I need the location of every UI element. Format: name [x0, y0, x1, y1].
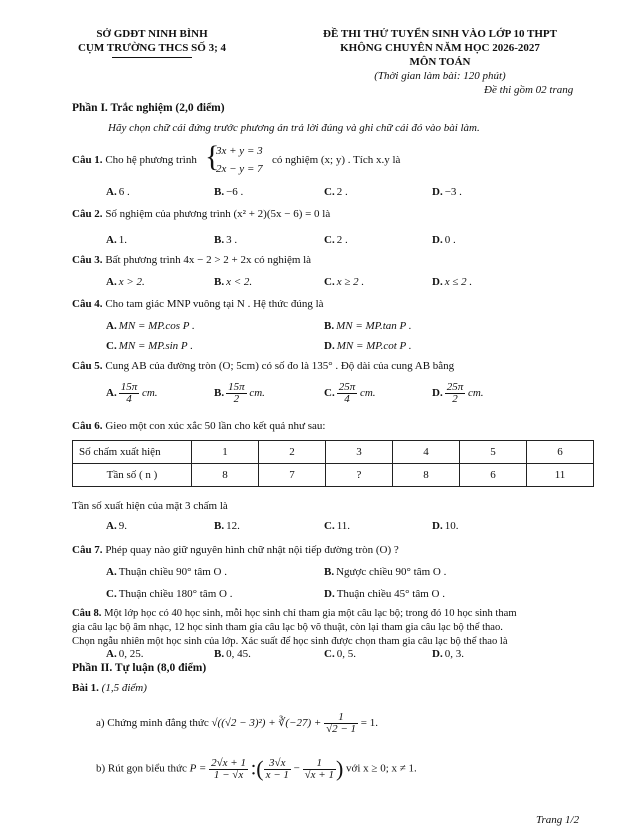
exam-duration: (Thời gian làm bài: 120 phút): [374, 70, 506, 82]
part1-title: Phần I. Trắc nghiệm (2,0 điểm): [72, 102, 225, 114]
frequency-table: [72, 440, 594, 487]
table-cell: 8: [192, 464, 259, 487]
part1-instruction: Hãy chọn chữ cái đứng trước phương án trả lời đúng và ghi chữ cái đó vào bài làm.: [108, 122, 480, 134]
table-cell: 5: [460, 441, 527, 464]
q3-option-c: C. x ≥ 2 .: [324, 276, 365, 288]
header-underline: [112, 57, 192, 58]
q1-eq1: 3x + y = 3: [216, 145, 263, 157]
q3-option-b: B. x < 2.: [214, 276, 253, 288]
page-number: Trang 1/2: [536, 814, 580, 826]
q8-option-d: D. 0, 3.: [432, 648, 464, 660]
q4-option-c: C. MN = MP.sin P .: [106, 340, 193, 352]
q1-option-c: C. 2 .: [324, 186, 348, 198]
q1-text-a: Cho hệ phương trình: [105, 154, 197, 166]
table-row: [73, 464, 594, 487]
table-cell: 1: [192, 441, 259, 464]
q5-stem: Câu 5. Cung AB của đường tròn (O; 5cm) có số đo là 135° . Độ dài của cung AB bằng: [72, 360, 455, 372]
table-cell: 2: [259, 441, 326, 464]
q2-stem: Câu 2. Số nghiệm của phương trình (x² + 2)(5x − 6) = 0 là: [72, 208, 331, 220]
q5-option-a: A. $\frac{15\pi}{4}$ cm.: [106, 381, 158, 405]
bai1-part-a: a) Chứng minh đẳng thức √((√2 − 3)²) + ∛(−27) + $\frac{1}{√2 - 1}$ = 1.: [96, 711, 378, 735]
table-cell: 6: [527, 441, 594, 464]
q5-option-c: C. $\frac{25\pi}{4}$ cm.: [324, 381, 376, 405]
table-cell: 3: [326, 441, 393, 464]
q1-option-b: B. −6 .: [214, 186, 244, 198]
exam-page-count: Đề thi gồm 02 trang: [484, 84, 574, 96]
q1-option-d: D. −3 .: [432, 186, 462, 198]
q1-text-b: có nghiệm (x; y) . Tích x.y là: [272, 154, 401, 166]
table-cell: ?: [326, 464, 393, 487]
bai1-part-b: b) Rút gọn biểu thức P = $\frac{2√x + 1}{1 - √x}$ :( $\frac{3√x}{x - 1}$ − $\frac{1}{√x + 1}$ ) với x ≥ 0; x ≠ 1.: [96, 756, 417, 781]
q8-line3: Chọn ngẫu nhiên một học sinh của lớp. Xác suất để học sinh được chọn tham gia câu lạc bộ thể thao là: [72, 636, 508, 647]
exam-year: KHÔNG CHUYÊN NĂM HỌC 2026-2027: [340, 42, 540, 54]
q5-option-b: B. $\frac{15\pi}{2}$ cm.: [214, 381, 265, 405]
q4-stem: Câu 4. Cho tam giác MNP vuông tại N . Hệ thức đúng là: [72, 298, 324, 310]
part2-title: Phần II. Tự luận (8,0 điểm): [72, 662, 207, 674]
q6-option-b: B. 12.: [214, 520, 240, 532]
q2-option-d: D. 0 .: [432, 234, 456, 246]
table-cell: Tần số ( n ): [73, 464, 192, 487]
table-cell: 6: [460, 464, 527, 487]
header-school-cluster: CỤM TRƯỜNG THCS SỐ 3; 4: [77, 42, 226, 54]
q6-option-c: C. 11.: [324, 520, 351, 532]
q3-option-d: D. x ≤ 2 .: [432, 276, 473, 288]
q8-option-c: C. 0, 5.: [324, 648, 356, 660]
table-row: [73, 441, 594, 464]
q8-line1: Câu 8. Một lớp học có 40 học sinh, mỗi học sinh chỉ tham gia một câu lạc bộ; trong đó 10 học sinh tham: [72, 608, 517, 619]
q7-option-b: B. Ngược chiều 90° tâm O .: [324, 566, 447, 578]
q7-option-c: C. Thuận chiều 180° tâm O .: [106, 588, 233, 600]
q7-option-a: A. Thuận chiều 90° tâm O .: [106, 566, 227, 578]
q6-stem: Câu 6. Gieo một con xúc xắc 50 lần cho kết quả như sau:: [72, 420, 326, 432]
q1-option-a: A. 6 .: [106, 186, 130, 198]
exam-subject: MÔN TOÁN: [409, 56, 471, 68]
q1-system-brace: {: [205, 140, 220, 173]
q2-option-b: B. 3 .: [214, 234, 238, 246]
bai1-heading: Bài 1. (1,5 điểm): [72, 682, 147, 694]
q7-option-d: D. Thuận chiều 45° tâm O .: [324, 588, 445, 600]
q4-option-d: D. MN = MP.cot P .: [324, 340, 412, 352]
q1-stem: [72, 154, 197, 166]
table-cell: 7: [259, 464, 326, 487]
exam-title: ĐỀ THI THỬ TUYỂN SINH VÀO LỚP 10 THPT: [323, 28, 557, 40]
table-cell: 8: [393, 464, 460, 487]
q3-option-a: A. x > 2.: [106, 276, 145, 288]
q6-after-text: Tần số xuất hiện của mặt 3 chấm là: [72, 500, 228, 512]
q4-option-a: A. MN = MP.cos P .: [106, 320, 195, 332]
table-cell: Số chấm xuất hiện: [73, 441, 192, 464]
q5-option-d: D. $\frac{25\pi}{2}$ cm.: [432, 381, 484, 405]
q8-line2: gia câu lạc bộ âm nhạc, 12 học sinh tham gia câu lạc bộ võ thuật, còn lại tham gia câu lạc bộ thể thao.: [72, 622, 503, 633]
q2-option-c: C. 2 .: [324, 234, 348, 246]
q6-option-d: D. 10.: [432, 520, 459, 532]
q1-label: Câu 1.: [72, 154, 103, 166]
q1-eq2: 2x − y = 7: [216, 163, 263, 175]
q8-option-b: B. 0, 45.: [214, 648, 251, 660]
q8-option-a: A. 0, 25.: [106, 648, 144, 660]
q6-option-a: A. 9.: [106, 520, 127, 532]
q3-stem: Câu 3. Bất phương trình 4x − 2 > 2 + 2x có nghiệm là: [72, 254, 312, 266]
q2-option-a: A. 1.: [106, 234, 127, 246]
header-department: SỞ GDĐT NINH BÌNH: [96, 28, 208, 40]
q7-stem: Câu 7. Phép quay nào giữ nguyên hình chữ nhật nội tiếp đường tròn (O) ?: [72, 544, 399, 556]
table-cell: 4: [393, 441, 460, 464]
q4-option-b: B. MN = MP.tan P .: [324, 320, 412, 332]
table-cell: 11: [527, 464, 594, 487]
